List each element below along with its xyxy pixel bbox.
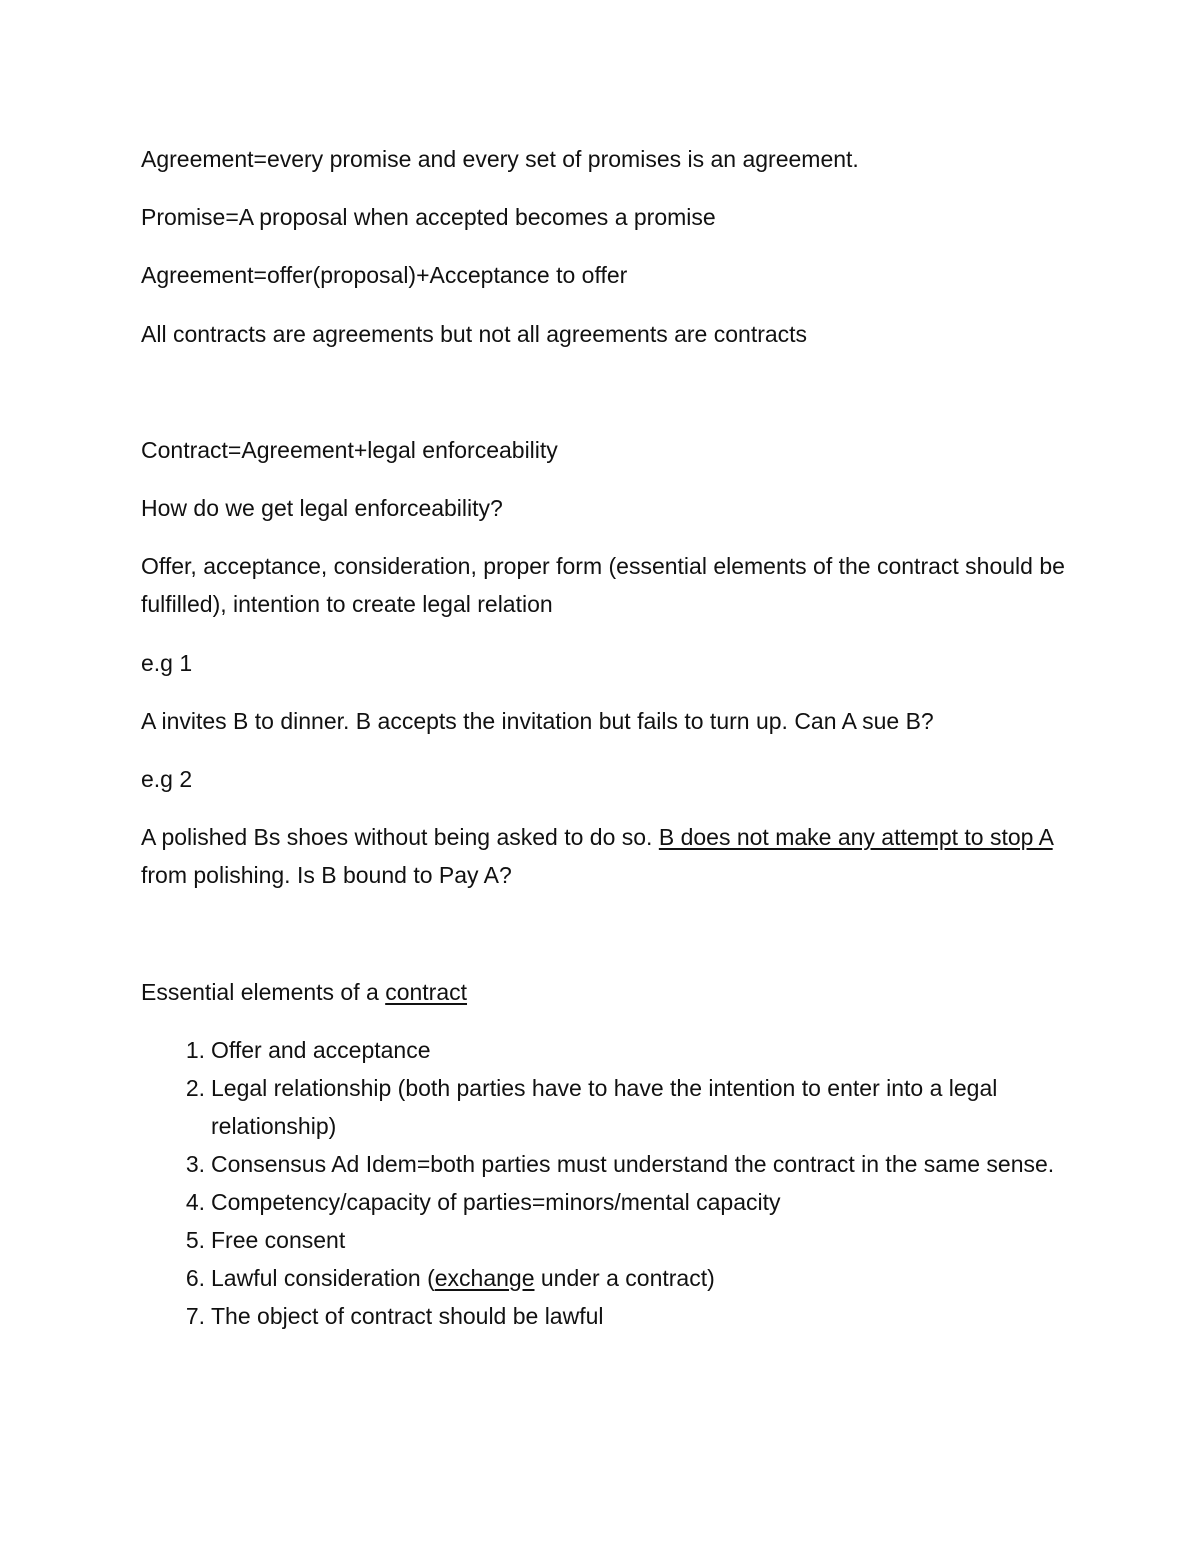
list-text: Consensus Ad Idem=both parties must understand the contract in the same sense. <box>211 1151 1055 1177</box>
list-number: 7. <box>185 1303 205 1329</box>
list-number: 5. <box>185 1227 205 1253</box>
list-item <box>141 1145 1071 1183</box>
heading-text: Essential elements of a <box>141 979 386 1005</box>
agreement-definition: Agreement=every promise and every set of promises is an agreement. <box>141 146 859 172</box>
contract-formula: Contract=Agreement+legal enforceability <box>141 437 558 463</box>
example-2-label: e.g 2 <box>141 766 193 792</box>
list-item <box>141 1221 1071 1259</box>
list-number: 3. <box>185 1151 205 1177</box>
list-number: 2. <box>185 1075 205 1101</box>
promise-definition: Promise=A proposal when accepted becomes a promise <box>141 204 716 230</box>
list-text: Offer and acceptance <box>211 1037 431 1063</box>
essential-elements-list <box>141 1031 1071 1335</box>
list-number: 6. <box>185 1265 205 1291</box>
list-text-underlined: exchange <box>434 1265 535 1291</box>
list-item <box>141 1259 1071 1297</box>
example-1-text: A invites B to dinner. B accepts the invitation but fails to turn up. Can A sue B? <box>141 708 934 734</box>
example-2-text <box>141 818 1071 894</box>
example-2-text-end: from polishing. Is B bound to Pay A? <box>141 862 512 888</box>
list-text-start: Lawful consideration ( <box>211 1265 435 1291</box>
list-text: Free consent <box>211 1227 346 1253</box>
essential-elements-heading <box>141 973 1071 1011</box>
list-text: The object of contract should be lawful <box>211 1303 604 1329</box>
contracts-statement: All contracts are agreements but not all agreements are contracts <box>141 321 808 347</box>
enforceability-question: How do we get legal enforceability? <box>141 495 503 521</box>
list-text: Competency/capacity of parties=minors/mental capacity <box>211 1189 781 1215</box>
example-2-text-start: A polished Bs shoes without being asked to do so. <box>141 824 659 850</box>
list-number: 4. <box>185 1189 205 1215</box>
list-item <box>141 1183 1071 1221</box>
example-2-underlined: B does not make any attempt to stop A <box>658 824 1053 850</box>
list-item <box>141 1297 1071 1335</box>
agreement-formula: Agreement=offer(proposal)+Acceptance to offer <box>141 262 628 288</box>
list-text: Legal relationship (both parties have to have the intention to enter into a legal relationship) <box>211 1075 998 1139</box>
list-number: 1. <box>185 1037 205 1063</box>
heading-underlined: contract <box>385 979 468 1005</box>
list-item <box>141 1031 1071 1069</box>
list-item <box>141 1069 1071 1145</box>
list-text-end: under a contract) <box>534 1265 715 1291</box>
enforceability-answer: Offer, acceptance, consideration, proper form (essential elements of the contract should be fulfilled), intention to create legal relation <box>141 553 1065 617</box>
example-1-label: e.g 1 <box>141 650 193 676</box>
